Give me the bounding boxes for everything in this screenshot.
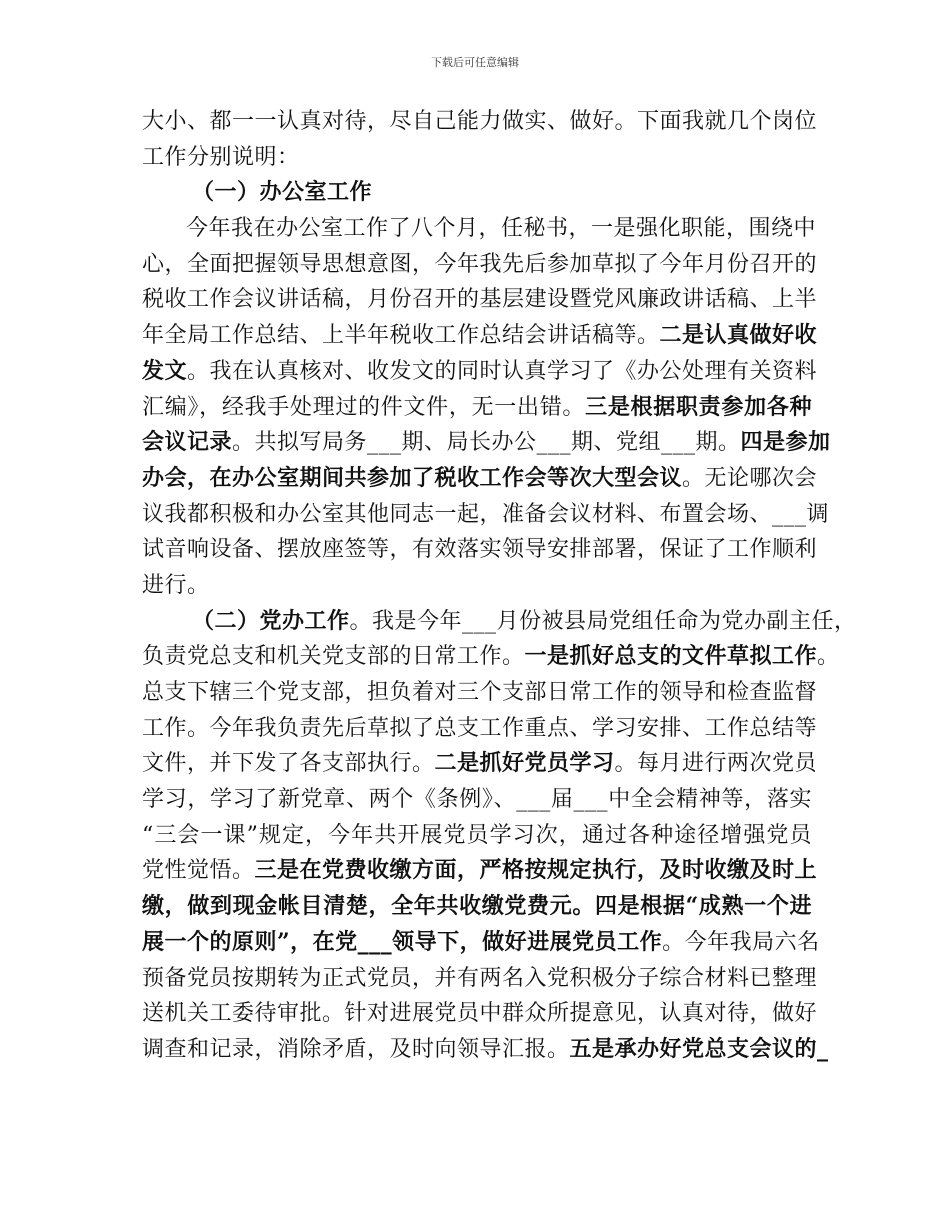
body-text: “三会一课”规定，今年共开展党员学习次，通过各种途径增强党员 bbox=[142, 822, 812, 848]
text-line bbox=[142, 461, 818, 497]
body-text: 试音响设备、摆放座签等，有效落实领导安排部署，保证了工作顺利 bbox=[142, 537, 818, 563]
body-text: 汇编》，经我手处理过的件文件，无一出错。 bbox=[142, 394, 586, 420]
bold-text: 会议记录 bbox=[142, 429, 233, 456]
body-text: 。每月进行两次党员 bbox=[614, 751, 818, 777]
text-line bbox=[142, 639, 840, 675]
body-text: 大小、都一一认真对待，尽自己能力做实、做好。下面我就几个岗位 bbox=[142, 109, 818, 134]
text-line bbox=[142, 853, 818, 889]
body-text: 党性觉悟。 bbox=[142, 858, 255, 884]
text-line bbox=[142, 675, 818, 711]
body-text: 。 bbox=[817, 644, 840, 670]
text-line bbox=[142, 996, 818, 1032]
page-header: 下载后可任意编辑 bbox=[431, 56, 519, 69]
body-text: 。我是今年___月份被县局党组任命为党办副主任， bbox=[349, 608, 857, 634]
bold-text: 三是根据职责参加各种 bbox=[585, 393, 812, 420]
body-text: 工作。今年我负责先后草拟了总支工作重点、学习安排、工作总结等 bbox=[142, 715, 818, 741]
bold-text: 展一个的原则”，在党___领导下，做好进展党员工作 bbox=[142, 928, 663, 955]
bold-text: 五是承办好党总支会议的_ bbox=[569, 1035, 829, 1062]
bold-text: 二是认真做好收 bbox=[659, 322, 818, 349]
bold-text: 四是参加 bbox=[740, 429, 831, 456]
body-text: 进行。 bbox=[142, 572, 210, 598]
text-line bbox=[142, 425, 831, 461]
text-line bbox=[142, 925, 820, 961]
text-line bbox=[142, 818, 812, 854]
body-text: 议我都积极和办公室其他同志一起，准备会议材料、布置会场、___调 bbox=[142, 501, 830, 527]
text-line bbox=[142, 782, 812, 818]
text-line bbox=[142, 282, 818, 318]
text-line bbox=[142, 247, 818, 283]
bold-text: 一是抓好总支的文件草拟工作 bbox=[524, 643, 818, 670]
body-text: 。今年我局六名 bbox=[662, 929, 820, 955]
text-line bbox=[142, 211, 817, 247]
body-text: 学习，学习了新党章、两个《条例》、___届___中全会精神等，落实 bbox=[142, 787, 812, 813]
body-text: 今年我在办公室工作了八个月，任秘书，一是强化职能，围绕中 bbox=[186, 216, 817, 242]
body-text: 总支下辖三个党支部，担负着对三个支部日常工作的领导和检查监督 bbox=[142, 680, 818, 705]
body-text: 送机关工委待审批。针对进展党员中群众所提意见，认真对待，做好 bbox=[142, 1001, 818, 1027]
bold-text: 缴，做到现金帐目清楚，全年共收缴党费元。四是根据“成熟一个进 bbox=[142, 893, 812, 920]
bold-text: 办会，在办公室期间共参加了税收工作会等次大型会议 bbox=[142, 464, 683, 491]
text-line bbox=[142, 604, 857, 640]
text-line bbox=[142, 104, 818, 140]
text-line bbox=[142, 318, 818, 354]
bold-text: （二）党办工作 bbox=[192, 607, 350, 634]
body-text: 文件，并下发了各支部执行。 bbox=[142, 751, 435, 777]
body-text: 负责党总支和机关党支部的日常工作。 bbox=[142, 644, 525, 670]
text-line bbox=[142, 568, 812, 604]
text-line bbox=[142, 746, 818, 782]
bold-text: 三是在党费收缴方面，严格按规定执行，及时收缴及时上 bbox=[254, 857, 818, 884]
bold-text: 二是抓好党员学习 bbox=[434, 750, 615, 777]
text-line bbox=[142, 140, 812, 176]
text-line bbox=[142, 532, 818, 568]
text-line bbox=[142, 175, 812, 211]
text-line bbox=[142, 961, 818, 997]
body-text: 调查和记录，消除矛盾，及时向领导汇报。 bbox=[142, 1036, 570, 1062]
text-line bbox=[142, 354, 818, 390]
text-line bbox=[142, 390, 812, 426]
body-text: 。无论哪次会 bbox=[682, 465, 818, 491]
text-line bbox=[142, 1032, 829, 1068]
body-text: 。共拟写局务___期、局长办公___期、党组___期。 bbox=[232, 430, 741, 456]
body-text: 。我在认真核对、收发文的同时认真学习了《办公处理有关资料 bbox=[187, 358, 818, 384]
body-text: 心，全面把握领导思想意图，今年我先后参加草拟了今年月份召开的 bbox=[142, 251, 818, 277]
bold-text: 发文 bbox=[142, 357, 188, 384]
bold-text: （一）办公室工作 bbox=[192, 179, 373, 206]
body-text: 工作分别说明： bbox=[142, 144, 300, 170]
document-body bbox=[142, 104, 857, 1068]
body-text: 税收工作会议讲话稿，月份召开的基层建设暨党风廉政讲话稿、上半 bbox=[142, 287, 818, 313]
body-text: 年全局工作总结、上半年税收工作总结会讲话稿等。 bbox=[142, 323, 660, 349]
text-line bbox=[142, 711, 818, 747]
text-line bbox=[142, 889, 812, 925]
body-text: 预备党员按期转为正式党员，并有两名入党积极分子综合材料已整理 bbox=[142, 965, 818, 991]
text-line bbox=[142, 497, 830, 533]
